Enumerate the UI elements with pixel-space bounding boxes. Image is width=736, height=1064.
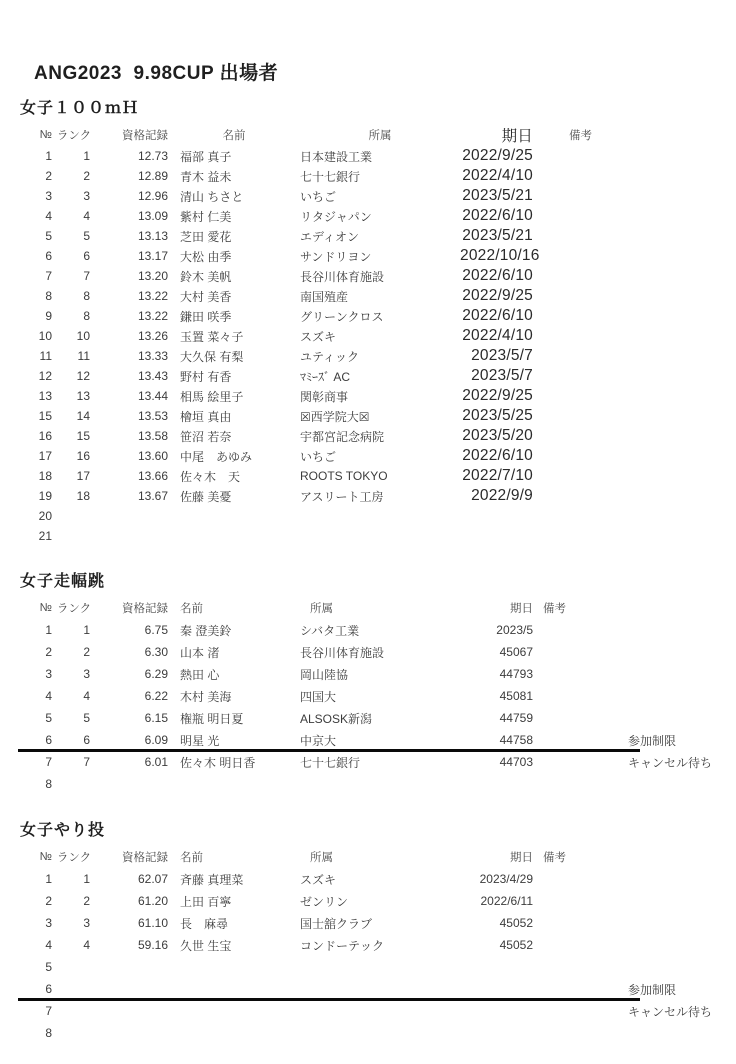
- cell-qualifying-record: 13.44: [137, 389, 168, 403]
- col-header-date: 期日: [501, 128, 533, 145]
- cell-affiliation: 七十七銀行: [300, 169, 361, 184]
- cell-affiliation: コンドーテック: [300, 938, 385, 953]
- cell-qualifying-record: 6.75: [144, 623, 168, 637]
- cell-athlete-name: 福部 真子: [180, 149, 232, 164]
- table-row: [20, 166, 736, 186]
- cell-entry-number: 4: [45, 689, 52, 703]
- table-row: [20, 934, 736, 956]
- cell-remark: 参加制限: [628, 733, 677, 748]
- cell-athlete-name: 紫村 仁美: [180, 209, 232, 224]
- cell-qualifying-record: 13.60: [137, 449, 168, 463]
- cell-qualifying-record: 12.89: [137, 169, 168, 183]
- table-row: [20, 751, 736, 773]
- cell-athlete-name: 上田 百寧: [180, 894, 232, 909]
- cell-rank: 11: [77, 349, 90, 363]
- cell-rank: 6: [83, 733, 90, 747]
- cell-rank: 5: [83, 229, 90, 243]
- section-heading: 女子１００ｍＨ: [20, 100, 140, 117]
- cell-qualifying-record: 13.43: [137, 369, 168, 383]
- cell-entry-number: 7: [45, 1004, 52, 1018]
- cell-entry-number: 8: [45, 777, 52, 791]
- document-title: ANG2023 9.98CUP 出場者: [34, 63, 279, 84]
- table-row: [20, 326, 736, 346]
- cell-rank: 3: [83, 189, 90, 203]
- cell-entry-number: 3: [45, 667, 52, 681]
- cell-date: 2022/6/10: [462, 307, 533, 324]
- col-header-rank: ランク: [56, 852, 92, 864]
- col-header-name: 名前: [180, 603, 203, 615]
- cell-date: 2022/9/25: [462, 287, 533, 304]
- cell-affiliation: グリーンクロス: [300, 309, 384, 324]
- col-header-date: 期日: [510, 852, 533, 864]
- cell-athlete-name: 山本 渚: [180, 645, 220, 660]
- table-row: [20, 346, 736, 366]
- table-row: [20, 729, 736, 751]
- table-row: [20, 619, 736, 641]
- cell-affiliation: アスリート工房: [300, 489, 384, 504]
- col-header-rank: ランク: [56, 603, 92, 615]
- cell-qualifying-record: 13.22: [137, 309, 168, 323]
- cell-rank: 13: [76, 389, 90, 403]
- table-row: [20, 146, 736, 166]
- cell-entry-number: 8: [45, 1026, 52, 1040]
- cell-date: 2022/9/25: [462, 387, 533, 404]
- col-header-remark: 備考: [569, 130, 592, 142]
- table-row: [20, 1022, 736, 1044]
- cell-athlete-name: 野村 有香: [180, 369, 232, 384]
- col-header-no: №: [39, 129, 52, 141]
- cell-rank: 1: [83, 872, 90, 886]
- cell-rank: 4: [83, 209, 90, 223]
- col-header-name: 名前: [222, 130, 246, 142]
- cell-entry-number: 13: [38, 389, 52, 403]
- cell-athlete-name: 芝田 愛花: [180, 229, 232, 244]
- cell-qualifying-record: 6.09: [144, 733, 168, 747]
- cell-qualifying-record: 13.53: [137, 409, 168, 423]
- cell-rank: 12: [76, 369, 90, 383]
- cell-athlete-name: 檜垣 真由: [180, 409, 232, 424]
- cell-affiliation: 中京大: [300, 733, 337, 748]
- col-header-record: 資格記録: [122, 130, 168, 142]
- cell-entry-number: 4: [45, 938, 52, 952]
- cell-athlete-name: 明星 光: [180, 733, 220, 748]
- cell-athlete-name: 大松 由季: [180, 249, 232, 264]
- cell-affiliation: ALSOSK新潟: [300, 711, 373, 726]
- col-header-no: №: [39, 851, 52, 863]
- cell-affiliation: いちご: [300, 449, 337, 464]
- cell-date: 2022/9/25: [462, 147, 533, 164]
- table-row: [20, 641, 736, 663]
- cell-affiliation: シバタ工業: [300, 623, 360, 638]
- cell-athlete-name: 鈴木 美帆: [180, 269, 232, 284]
- cell-affiliation: ユティック: [300, 349, 360, 364]
- cell-athlete-name: 鎌田 咲季: [180, 309, 232, 324]
- table-row: [20, 226, 736, 246]
- cell-entry-number: 21: [38, 529, 52, 543]
- col-header-name: 名前: [180, 852, 203, 864]
- cell-affiliation: 長谷川体育施設: [300, 269, 385, 284]
- cell-entry-number: 1: [45, 149, 52, 163]
- col-header-remark: 備考: [543, 852, 566, 864]
- cell-affiliation: ゼンリン: [300, 894, 349, 909]
- cell-rank: 6: [83, 249, 90, 263]
- cell-affiliation: 岡山陸協: [300, 667, 349, 682]
- col-header-no: №: [39, 602, 52, 614]
- cell-qualifying-record: 6.29: [144, 667, 168, 681]
- cell-entry-number: 2: [45, 645, 52, 659]
- cell-entry-number: 6: [45, 982, 52, 996]
- cell-date: 44793: [499, 667, 533, 681]
- cell-qualifying-record: 62.07: [137, 872, 168, 886]
- table-row: [20, 663, 736, 685]
- table-row: [20, 956, 736, 978]
- cell-date: 45067: [499, 645, 533, 659]
- cell-entry-number: 7: [45, 269, 52, 283]
- cell-rank: 3: [83, 916, 90, 930]
- cell-entry-number: 11: [39, 349, 52, 363]
- cell-athlete-name: 久世 生宝: [180, 938, 232, 953]
- cell-remark: キャンセル待ち: [628, 755, 713, 770]
- table-row: [20, 186, 736, 206]
- col-header-record: 資格記録: [122, 852, 168, 864]
- col-header-affiliation: 所属: [310, 852, 333, 864]
- cell-qualifying-record: 13.67: [137, 489, 168, 503]
- cell-rank: 18: [76, 489, 90, 503]
- cell-athlete-name: 斉藤 真理菜: [180, 872, 244, 887]
- cell-entry-number: 19: [38, 489, 52, 503]
- table-header-row: [20, 597, 736, 619]
- cell-entry-number: 10: [38, 329, 52, 343]
- table-row: [20, 912, 736, 934]
- section-women-javelin: [20, 817, 736, 1044]
- cell-qualifying-record: 61.10: [137, 916, 168, 930]
- table-row: [20, 206, 736, 226]
- cell-rank: 1: [83, 149, 90, 163]
- cell-date: 45052: [499, 938, 533, 952]
- cell-date: 2022/6/10: [462, 267, 533, 284]
- cell-affiliation: スズキ: [300, 872, 337, 887]
- cell-affiliation: サンドリヨン: [300, 249, 372, 264]
- cell-rank: 1: [83, 623, 90, 637]
- cell-athlete-name: 大村 美香: [180, 289, 232, 304]
- cell-entry-number: 6: [45, 733, 52, 747]
- cell-date: 44759: [499, 711, 533, 725]
- cell-qualifying-record: 61.20: [137, 894, 168, 908]
- col-header-rank: ランク: [56, 130, 92, 142]
- cell-entry-number: 5: [45, 960, 52, 974]
- cell-affiliation: 七十七銀行: [300, 755, 361, 770]
- table-row: [20, 868, 736, 890]
- cell-remark: 参加制限: [628, 982, 677, 997]
- cell-qualifying-record: 12.96: [137, 189, 168, 203]
- cell-qualifying-record: 6.22: [144, 689, 168, 703]
- cell-athlete-name: 長 麻尋: [180, 916, 229, 931]
- cell-entry-number: 5: [45, 711, 52, 725]
- table-row: [20, 426, 736, 446]
- cell-affiliation: 宇都宮記念病院: [300, 429, 385, 444]
- cell-date: 2022/10/16: [460, 247, 540, 264]
- cell-rank: 15: [76, 429, 90, 443]
- cell-athlete-name: 清山 ちさと: [180, 189, 244, 204]
- cell-qualifying-record: 6.01: [144, 755, 168, 769]
- section-women-long-jump: [20, 568, 736, 795]
- cell-athlete-name: 熱田 心: [180, 667, 220, 682]
- cell-rank: 7: [83, 755, 90, 769]
- cell-rank: 10: [76, 329, 90, 343]
- cell-qualifying-record: 13.13: [137, 229, 168, 243]
- cell-date: 44758: [499, 733, 533, 747]
- cell-affiliation: 日本建設工業: [300, 149, 373, 164]
- cell-entry-number: 3: [45, 916, 52, 930]
- cell-affiliation: 国士舘クラブ: [300, 916, 373, 931]
- cell-qualifying-record: 6.15: [144, 711, 168, 725]
- table-header-row: [20, 846, 736, 868]
- cell-athlete-name: 佐々木 明日香: [180, 755, 256, 770]
- cell-qualifying-record: 13.33: [137, 349, 168, 363]
- cell-athlete-name: 秦 澄美鈴: [180, 623, 232, 638]
- cell-date: 2023/5: [496, 623, 533, 637]
- cell-rank: 2: [83, 645, 90, 659]
- cell-rank: 3: [83, 667, 90, 681]
- table-row: [20, 446, 736, 466]
- table-row: [20, 386, 736, 406]
- section-heading: 女子やり投: [20, 822, 106, 839]
- cell-athlete-name: 相馬 絵里子: [180, 389, 244, 404]
- cell-entry-number: 3: [45, 189, 52, 203]
- cell-entry-number: 15: [38, 409, 52, 423]
- cell-remark: キャンセル待ち: [628, 1004, 713, 1019]
- cell-date: 44703: [499, 755, 533, 769]
- cell-athlete-name: 笹沼 若奈: [180, 429, 232, 444]
- cell-affiliation: ROOTS TOKYO: [300, 469, 388, 483]
- cell-affiliation: ☒西学院大☒: [300, 409, 370, 424]
- col-header-remark: 備考: [543, 603, 566, 615]
- cell-affiliation: いちご: [300, 189, 337, 204]
- table-row: [20, 486, 736, 506]
- col-header-affiliation: 所属: [368, 130, 392, 142]
- cell-rank: 8: [83, 289, 90, 303]
- cell-date: 2023/5/20: [462, 427, 533, 444]
- cell-athlete-name: 佐々木 天: [180, 469, 241, 484]
- cell-entry-number: 1: [45, 623, 52, 637]
- cell-athlete-name: 木村 美海: [180, 689, 232, 704]
- cell-entry-number: 7: [45, 755, 52, 769]
- cell-date: 2022/4/10: [462, 327, 533, 344]
- section-women-100mh: [20, 95, 736, 546]
- cell-qualifying-record: 13.17: [137, 249, 168, 263]
- cell-entry-number: 4: [45, 209, 52, 223]
- cell-affiliation: 四国大: [300, 689, 337, 704]
- cell-rank: 2: [83, 894, 90, 908]
- cell-entry-number: 18: [38, 469, 52, 483]
- cell-athlete-name: 中尾 あゆみ: [180, 449, 253, 464]
- cell-date: 2022/6/10: [462, 447, 533, 464]
- cell-entry-number: 6: [45, 249, 52, 263]
- table-row: [20, 1000, 736, 1022]
- cell-date: 2023/5/21: [462, 227, 533, 244]
- cell-date: 2023/5/7: [471, 367, 533, 384]
- cell-rank: 16: [76, 449, 90, 463]
- cell-rank: 4: [83, 938, 90, 952]
- cell-qualifying-record: 13.58: [137, 429, 168, 443]
- cell-date: 2022/9/9: [471, 487, 533, 504]
- table-row: [20, 685, 736, 707]
- cell-entry-number: 5: [45, 229, 52, 243]
- table-row: [20, 978, 736, 1000]
- cell-date: 2022/7/10: [462, 467, 533, 484]
- cell-entry-number: 17: [38, 449, 52, 463]
- table-body: [20, 868, 736, 1044]
- cell-date: 2023/5/21: [462, 187, 533, 204]
- cell-qualifying-record: 13.26: [137, 329, 168, 343]
- cell-qualifying-record: 59.16: [137, 938, 168, 952]
- table-row: [20, 773, 736, 795]
- cell-entry-number: 20: [38, 509, 52, 523]
- cell-entry-number: 2: [45, 894, 52, 908]
- cell-affiliation: 長谷川体育施設: [300, 645, 385, 660]
- cell-rank: 14: [76, 409, 90, 423]
- table-row: [20, 406, 736, 426]
- table-row: [20, 707, 736, 729]
- cell-entry-number: 9: [45, 309, 52, 323]
- cell-qualifying-record: 13.20: [137, 269, 168, 283]
- cell-date: 2022/6/11: [480, 894, 533, 908]
- cell-rank: 17: [76, 469, 90, 483]
- col-header-affiliation: 所属: [310, 603, 333, 615]
- cell-qualifying-record: 12.73: [137, 149, 168, 163]
- table-row: [20, 526, 736, 546]
- cell-date: 2023/4/29: [479, 872, 533, 886]
- cell-date: 2022/6/10: [462, 207, 533, 224]
- cell-athlete-name: 玉置 菜々子: [180, 329, 244, 344]
- table-row: [20, 366, 736, 386]
- cell-date: 2023/5/25: [462, 407, 533, 424]
- table-row: [20, 306, 736, 326]
- table-row: [20, 246, 736, 266]
- cell-affiliation: 南国殖産: [300, 289, 349, 304]
- cell-affiliation: 関彰商事: [300, 389, 349, 404]
- cell-affiliation: ﾏﾐｰｽﾞ AC: [300, 369, 351, 384]
- cell-athlete-name: 佐藤 美憂: [180, 489, 232, 504]
- cell-rank: 4: [83, 689, 90, 703]
- cell-entry-number: 2: [45, 169, 52, 183]
- section-heading: 女子走幅跳: [20, 573, 106, 590]
- cell-rank: 8: [83, 309, 90, 323]
- cell-qualifying-record: 13.22: [137, 289, 168, 303]
- cell-affiliation: スズキ: [300, 329, 337, 344]
- cell-entry-number: 1: [45, 872, 52, 886]
- cell-rank: 2: [83, 169, 90, 183]
- cell-affiliation: エディオン: [300, 229, 360, 244]
- table-body: [20, 619, 736, 795]
- cell-athlete-name: 権瓶 明日夏: [180, 711, 244, 726]
- cell-affiliation: リタジャパン: [300, 209, 372, 224]
- col-header-record: 資格記録: [122, 603, 168, 615]
- cell-entry-number: 8: [45, 289, 52, 303]
- cell-entry-number: 16: [38, 429, 52, 443]
- table-body: [20, 146, 736, 546]
- table-header-row: [20, 124, 736, 146]
- cell-athlete-name: 青木 益未: [180, 169, 232, 184]
- cell-date: 2022/4/10: [462, 167, 533, 184]
- cell-date: 2023/5/7: [471, 347, 533, 364]
- cell-rank: 5: [83, 711, 90, 725]
- cell-rank: 7: [83, 269, 90, 283]
- table-row: [20, 286, 736, 306]
- cell-athlete-name: 大久保 有梨: [180, 349, 244, 364]
- cell-entry-number: 12: [38, 369, 52, 383]
- cell-qualifying-record: 6.30: [144, 645, 168, 659]
- cell-date: 45052: [499, 916, 533, 930]
- cell-qualifying-record: 13.66: [137, 469, 168, 483]
- table-row: [20, 506, 736, 526]
- table-row: [20, 890, 736, 912]
- cell-date: 45081: [499, 689, 533, 703]
- col-header-date: 期日: [510, 603, 533, 615]
- table-row: [20, 466, 736, 486]
- cell-qualifying-record: 13.09: [137, 209, 168, 223]
- table-row: [20, 266, 736, 286]
